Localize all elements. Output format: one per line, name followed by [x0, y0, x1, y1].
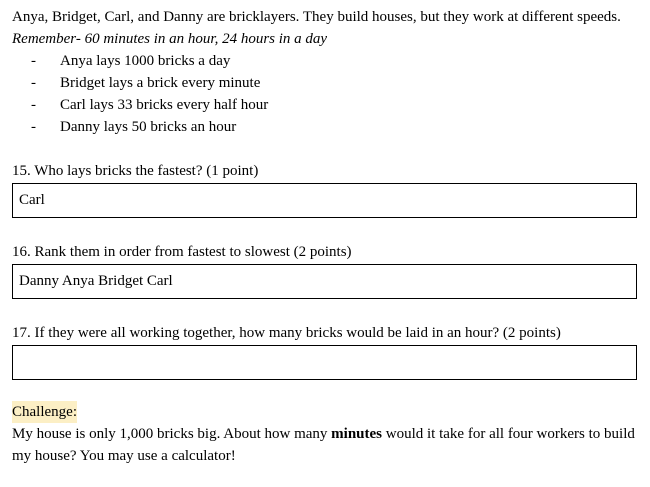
challenge-text-before: My house is only 1,000 bricks big. About how many	[12, 426, 328, 442]
intro-reminder: Remember- 60 minutes in an hour, 24 hours in a day	[12, 31, 328, 47]
question-17-prompt: 17. If they were all working together, how many bricks would be laid in an hour? (2 points)	[12, 325, 561, 341]
rates-list	[12, 50, 638, 138]
rate-bridget: Bridget lays a brick every minute	[60, 75, 261, 91]
challenge-emphasis: minutes	[331, 426, 383, 442]
answer-15-field[interactable]	[12, 183, 637, 218]
rate-carl: Carl lays 33 bricks every half hour	[60, 97, 269, 113]
answer-15-value: Carl	[19, 192, 45, 208]
challenge-text	[12, 423, 638, 467]
list-item	[12, 72, 638, 94]
question-16-prompt: 16. Rank them in order from fastest to slowest (2 points)	[12, 244, 352, 260]
bullet-dash: -	[31, 75, 36, 91]
answer-17-field[interactable]	[12, 345, 637, 380]
question-15-prompt: 15. Who lays bricks the fastest? (1 point)	[12, 163, 259, 179]
list-item	[12, 50, 638, 72]
bullet-dash: -	[31, 97, 36, 113]
intro-sentence: Anya, Bridget, Carl, and Danny are bricklayers. They build houses, but they work at different speeds.	[12, 9, 621, 25]
rate-anya: Anya lays 1000 bricks a day	[60, 53, 231, 69]
bullet-dash: -	[31, 119, 36, 135]
challenge-text-after: would it take for all four workers to build my house? You may use a calculator!	[12, 426, 635, 464]
intro-paragraph	[12, 6, 638, 50]
list-item	[12, 94, 638, 116]
worksheet-page	[12, 6, 638, 467]
rate-danny: Danny lays 50 bricks an hour	[60, 119, 237, 135]
bullet-dash: -	[31, 53, 36, 69]
answer-16-field[interactable]	[12, 264, 637, 299]
list-item	[12, 116, 638, 138]
challenge-label: Challenge:	[12, 401, 77, 423]
answer-16-value: Danny Anya Bridget Carl	[19, 273, 173, 289]
